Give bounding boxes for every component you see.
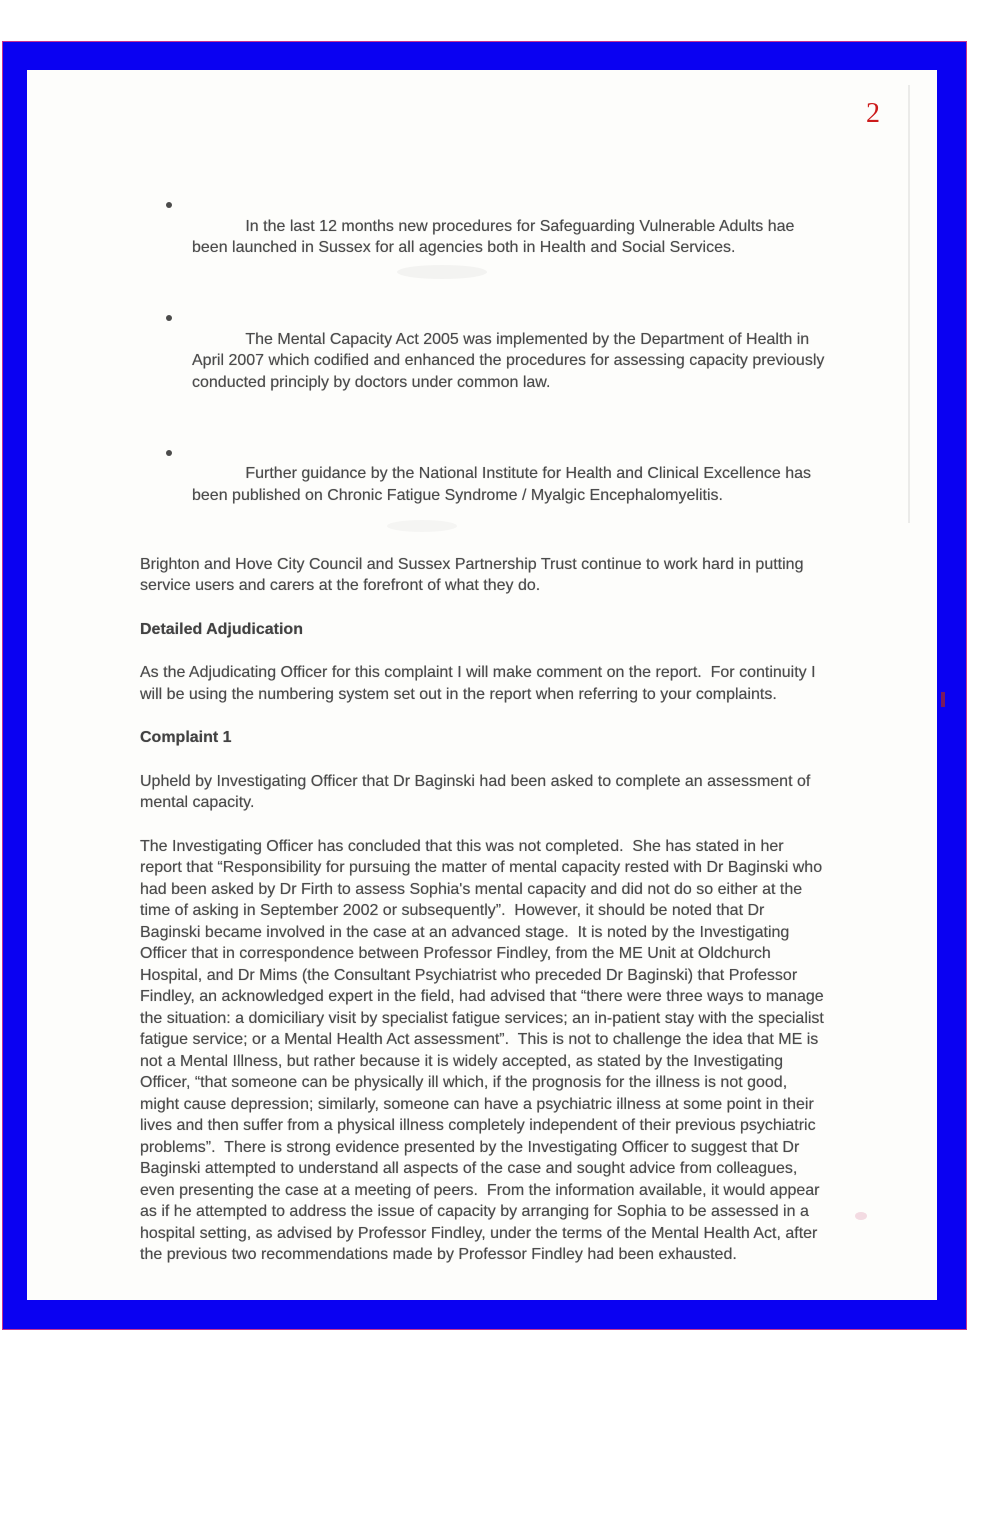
page-number: 2	[866, 98, 880, 129]
letter-body	[140, 194, 828, 1288]
bullet-list	[140, 194, 828, 528]
page	[27, 70, 937, 1300]
page-border-frame	[3, 42, 966, 1329]
bullet-item-safeguarding	[140, 194, 828, 280]
paragraph-complaint1-body: The Investigating Officer has concluded that this was not completed. She has stated in her report that “Responsibility for pursuing the matter of mental capacity rested with Dr Baginski who had been asked by Dr Firth to assess Sophia's mental capacity and did not do so either at the time of asking in September 2002 or subsequently”. However, it should be noted that Dr Baginski became involved in the case at an advanced stage. It is noted by the Investigating Officer that in correspondence between Professor Findley, from the ME Unit at Oldchurch Hospital, and Dr Mims (the Consultant Psychiatrist who preceded Dr Baginski) that Professor Findley, an acknowledged expert in the field, had advised that “there were three ways to manage the situation: a domiciliary visit by specialist fatigue services; an in-patient stay with the specialist fatigue service; or a Mental Health Act assessment”. This is not to challenge the idea that ME is not a Mental Illness, but rather because it is widely accepted, as stated by the Investigating Officer, “that someone can be physically ill which, if the prognosis for the illness is not good, might cause depression; similarly, someone can have a psychiatric illness at some point in their lives and then suffer from a physical illness completely independent of their previous psychiatric problems”. There is strong evidence presented by the Investigating Officer to suggest that Dr Baginski attempted to understand all aspects of the case and sought advice from colleagues, even presenting the case at a meeting of peers. From the information available, it would appear as if he attempted to address the issue of capacity by arranging for Sophia to be assessed in a hospital setting, as advised by Professor Findley, under the terms of the Mental Health Act, after the previous two recommendations made by Professor Findley had been exhausted.	[140, 837, 829, 1263]
bullet-icon	[166, 202, 172, 208]
scan-artifact-red-tick	[941, 692, 945, 707]
bullet-item-nice-guidance	[140, 442, 828, 528]
bullet-icon	[166, 315, 172, 321]
scan-artifact-pink-dot	[855, 1212, 867, 1220]
bullet-text: The Mental Capacity Act 2005 was implemented by the Department of Health in April 2007 which codified and enhanced the procedures for assessing capacity previously conducted principly by doctors under common law.	[192, 330, 829, 391]
bullet-text: In the last 12 months new procedures for Safeguarding Vulnerable Adults hae been launched in Sussex for all agencies both in Health and Social Services.	[192, 217, 799, 256]
heading-complaint-1: Complaint 1	[140, 729, 232, 746]
bullet-item-mental-capacity-act	[140, 307, 828, 415]
paragraph-complaint1-upheld: Upheld by Investigating Officer that Dr Baginski had been asked to complete an assessment of mental capacity.	[140, 772, 815, 811]
paragraph-closing: Brighton and Hove City Council and Sussex Partnership Trust continue to work hard in putting service users and carers at the forefront of what they do.	[140, 555, 808, 594]
paragraph-adjudication-intro: As the Adjudicating Officer for this complaint I will make comment on the report. For continuity I will be using the numbering system set out in the report when referring to your complaints.	[140, 664, 821, 703]
bullet-text: Further guidance by the National Institute for Health and Clinical Excellence has been published on Chronic Fatigue Syndrome / Myalgic Encephalomyelitis.	[192, 465, 816, 504]
scan-artifact-vertical-line	[908, 85, 910, 523]
heading-detailed-adjudication: Detailed Adjudication	[140, 620, 303, 638]
bullet-icon	[166, 450, 172, 456]
